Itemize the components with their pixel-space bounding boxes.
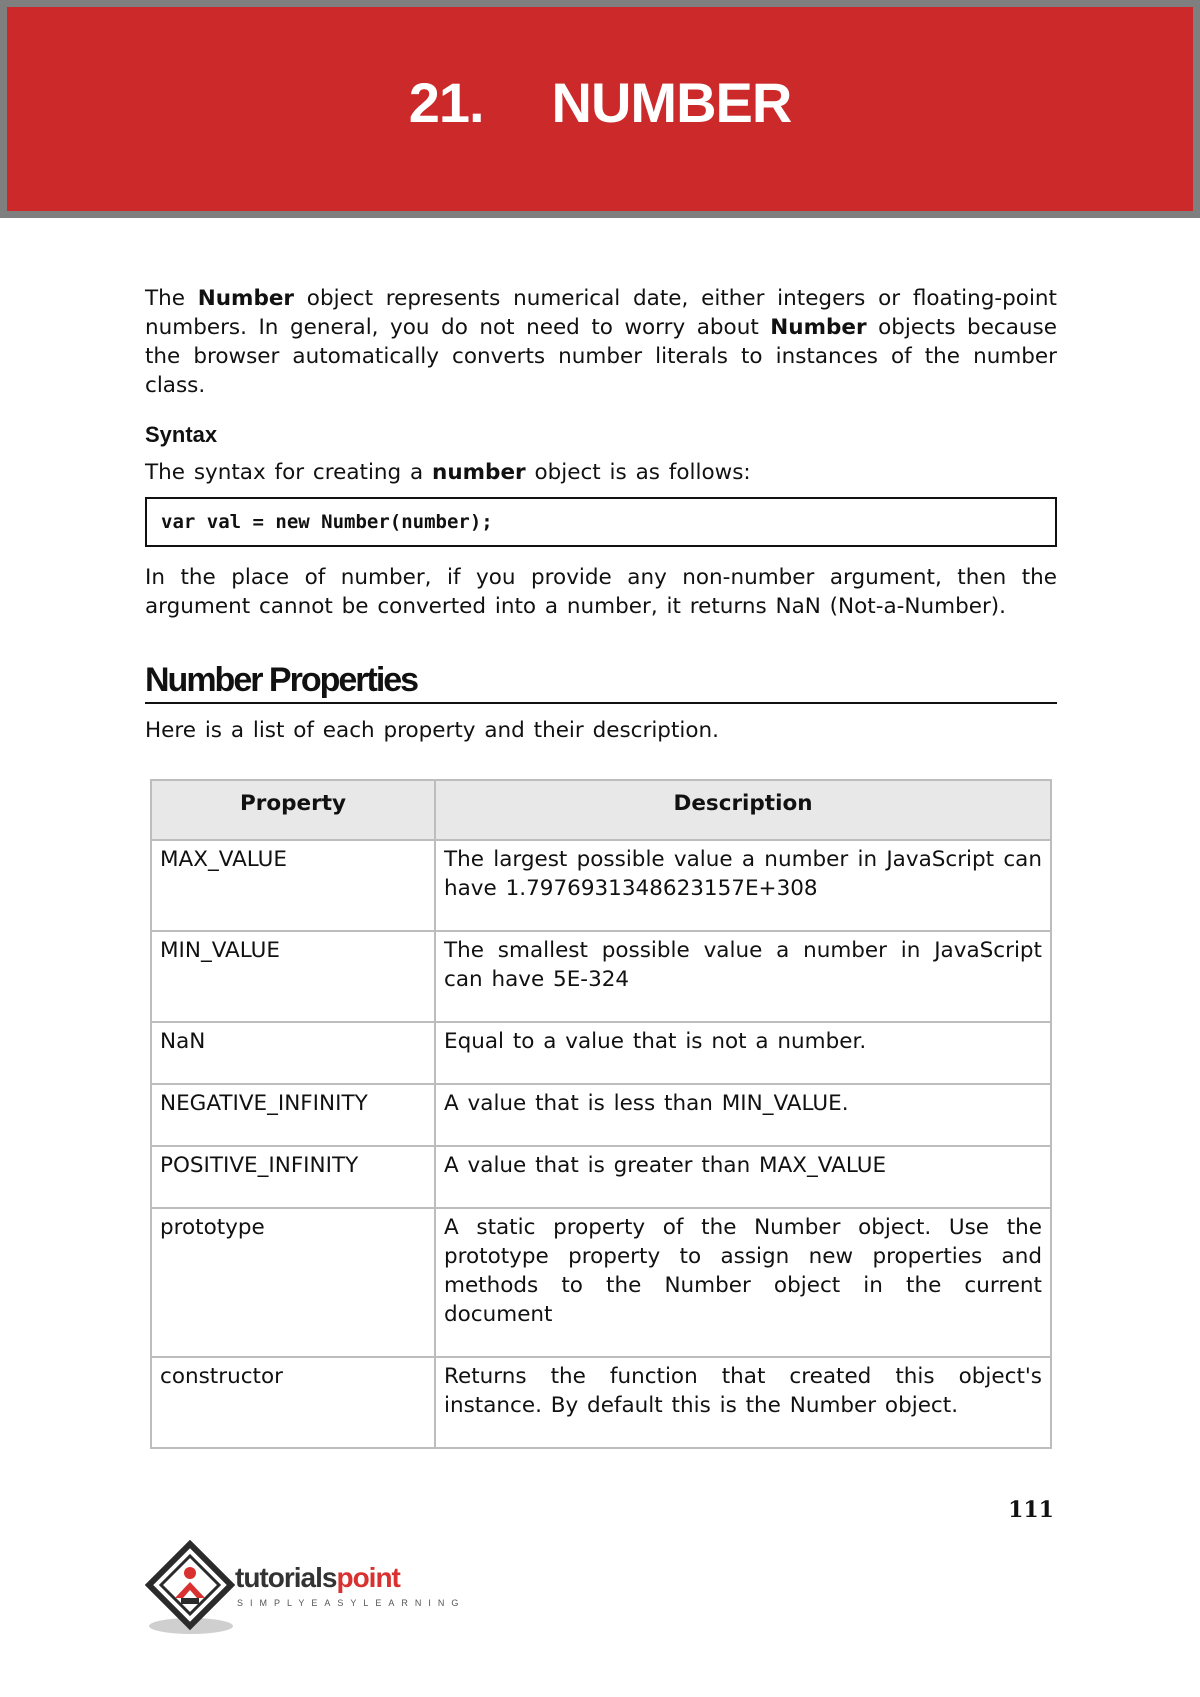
intro-text-1: The: [145, 286, 198, 311]
syntax-bold: number: [432, 460, 526, 485]
chapter-number: 21.: [408, 70, 484, 134]
syntax-text-1: The syntax for creating a: [145, 460, 433, 485]
intro-paragraph: [145, 284, 1057, 400]
property-cell: POSITIVE_INFINITY: [151, 1146, 435, 1208]
property-cell: MAX_VALUE: [151, 840, 435, 931]
table-row: [151, 1022, 1051, 1084]
syntax-note: In the place of number, if you provide any non-number argument, then the argument cannot be converted into a number, it returns NaN (Not-a-Number).: [145, 565, 1057, 619]
intro-bold-number-1: Number: [197, 286, 295, 311]
description-cell: A static property of the Number object. Use the prototype property to assign new properties and methods to the Number object in the current document: [435, 1208, 1051, 1357]
header-description: Description: [435, 780, 1051, 840]
property-cell: constructor: [151, 1357, 435, 1448]
table-row: [151, 1208, 1051, 1357]
table-row: [151, 1084, 1051, 1146]
properties-intro: Here is a list of each property and their description.: [145, 718, 719, 743]
property-cell: NEGATIVE_INFINITY: [151, 1084, 435, 1146]
table-row: [151, 1357, 1051, 1448]
section-heading-number-properties: Number Properties: [145, 661, 1057, 704]
syntax-heading: Syntax: [145, 422, 218, 447]
table-row: [151, 1146, 1051, 1208]
property-cell: NaN: [151, 1022, 435, 1084]
page-content: [145, 284, 1057, 745]
chapter-banner: [0, 0, 1200, 218]
description-cell: A value that is less than MIN_VALUE.: [435, 1084, 1051, 1146]
logo-word-point: point: [336, 1562, 400, 1593]
intro-text-3: objects because the browser automatically converts number literals to instances of the number class.: [145, 315, 1057, 398]
code-block: var val = new Number(number);: [145, 497, 1057, 547]
description-cell: Returns the function that created this object's instance. By default this is the Number object.: [435, 1357, 1051, 1448]
logo-wordmark: [235, 1562, 400, 1594]
logo-diamond-icon: [145, 1540, 235, 1640]
table-row: [151, 840, 1051, 931]
properties-table: [150, 779, 1052, 1449]
logo-word-tutorials: tutorials: [235, 1562, 337, 1593]
property-cell: MIN_VALUE: [151, 931, 435, 1022]
syntax-description: [145, 458, 1057, 487]
intro-text-2: object represents numerical date, either integers or floating-point numbers. In general, you do not need to worry about: [145, 286, 1057, 340]
description-cell: A value that is greater than MAX_VALUE: [435, 1146, 1051, 1208]
description-cell: The smallest possible value a number in JavaScript can have 5E-324: [435, 931, 1051, 1022]
description-cell: The largest possible value a number in JavaScript can have 1.7976931348623157E+308: [435, 840, 1051, 931]
page-number: 111: [1008, 1497, 1054, 1523]
header-property: Property: [151, 780, 435, 840]
description-cell: Equal to a value that is not a number.: [435, 1022, 1051, 1084]
logo-tagline: SIMPLYEASYLEARNING: [237, 1598, 466, 1608]
syntax-text-2: object is as follows:: [525, 460, 751, 485]
property-cell: prototype: [151, 1208, 435, 1357]
chapter-title: [409, 70, 792, 135]
table-header-row: [151, 780, 1051, 840]
chapter-name: NUMBER: [551, 70, 792, 134]
tutorialspoint-logo: [145, 1540, 475, 1640]
table-row: [151, 931, 1051, 1022]
intro-bold-number-2: Number: [770, 315, 867, 340]
